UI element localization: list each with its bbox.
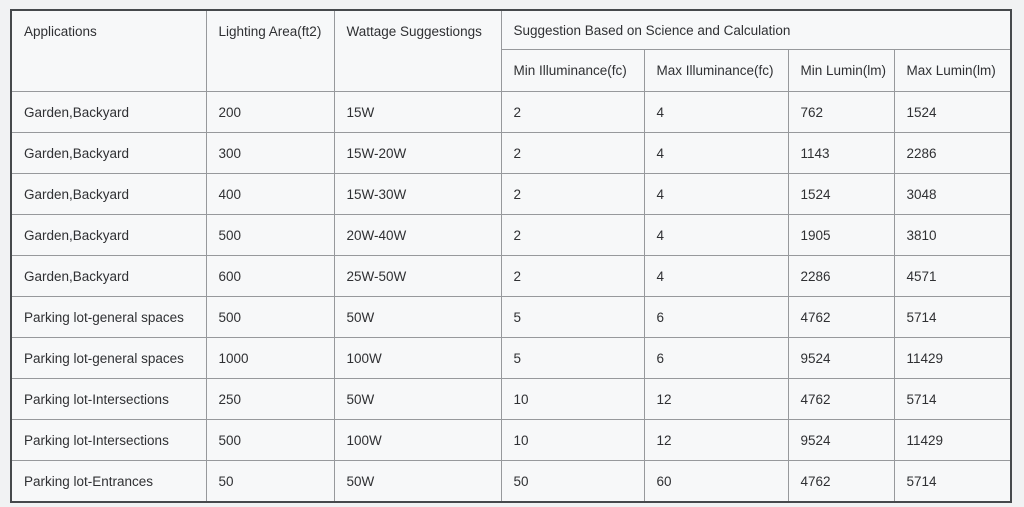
table-cell: 9524 [788, 420, 894, 461]
table-cell: 4 [644, 215, 788, 256]
table-row [11, 92, 1011, 133]
table-cell: 2 [501, 215, 644, 256]
table-cell: 400 [206, 174, 334, 215]
table-cell: 20W-40W [334, 215, 501, 256]
table-cell: 500 [206, 420, 334, 461]
table-cell: 1000 [206, 338, 334, 379]
table-cell: 1143 [788, 133, 894, 174]
table-cell: 10 [501, 379, 644, 420]
table-cell: 50W [334, 297, 501, 338]
table-cell: 600 [206, 256, 334, 297]
table-cell: Garden,Backyard [11, 215, 206, 256]
table-cell: 762 [788, 92, 894, 133]
table-cell: 50 [501, 461, 644, 503]
column-header-max-lumin: Max Lumin(lm) [894, 50, 1011, 92]
table-cell: 1524 [788, 174, 894, 215]
table-row [11, 215, 1011, 256]
table-cell: 100W [334, 338, 501, 379]
table-cell: 4 [644, 256, 788, 297]
table-cell: 4 [644, 174, 788, 215]
column-header-min-lumin: Min Lumin(lm) [788, 50, 894, 92]
table-cell: 50W [334, 379, 501, 420]
table-cell: 4 [644, 92, 788, 133]
table-cell: 500 [206, 215, 334, 256]
table-cell: 500 [206, 297, 334, 338]
table-cell: 3810 [894, 215, 1011, 256]
table-cell: 2 [501, 174, 644, 215]
table-cell: 25W-50W [334, 256, 501, 297]
table-cell: 12 [644, 420, 788, 461]
lighting-suggestion-table [10, 9, 1012, 503]
table-row [11, 133, 1011, 174]
lighting-suggestion-table-container [10, 9, 1012, 503]
table-cell: 5714 [894, 379, 1011, 420]
table-row [11, 338, 1011, 379]
table-cell: 11429 [894, 338, 1011, 379]
table-cell: 5 [501, 297, 644, 338]
table-cell: Parking lot-Intersections [11, 420, 206, 461]
table-cell: 2286 [788, 256, 894, 297]
table-cell: 1905 [788, 215, 894, 256]
column-header-max-illuminance: Max Illuminance(fc) [644, 50, 788, 92]
table-cell: 4 [644, 133, 788, 174]
table-cell: 2 [501, 256, 644, 297]
table-body [11, 92, 1011, 503]
table-cell: 6 [644, 297, 788, 338]
table-cell: 9524 [788, 338, 894, 379]
table-cell: 15W-20W [334, 133, 501, 174]
table-cell: 15W-30W [334, 174, 501, 215]
table-row [11, 461, 1011, 503]
table-cell: 4762 [788, 461, 894, 503]
table-row [11, 174, 1011, 215]
table-cell: 6 [644, 338, 788, 379]
table-cell: 1524 [894, 92, 1011, 133]
table-cell: 5 [501, 338, 644, 379]
table-cell: 2 [501, 133, 644, 174]
table-cell: Garden,Backyard [11, 92, 206, 133]
table-cell: Parking lot-Intersections [11, 379, 206, 420]
table-cell: Garden,Backyard [11, 174, 206, 215]
table-cell: Garden,Backyard [11, 133, 206, 174]
header-row-top [11, 10, 1011, 50]
table-cell: 50 [206, 461, 334, 503]
table-cell: 11429 [894, 420, 1011, 461]
table-cell: 10 [501, 420, 644, 461]
table-cell: 200 [206, 92, 334, 133]
table-cell: 60 [644, 461, 788, 503]
table-cell: 2 [501, 92, 644, 133]
column-group-header-suggestion: Suggestion Based on Science and Calculation [501, 10, 1011, 50]
column-header-min-illuminance: Min Illuminance(fc) [501, 50, 644, 92]
table-row [11, 379, 1011, 420]
table-cell: 50W [334, 461, 501, 503]
table-cell: 4762 [788, 297, 894, 338]
column-header-wattage-suggestions: Wattage Suggestiongs [334, 10, 501, 92]
table-cell: Parking lot-general spaces [11, 297, 206, 338]
table-cell: Garden,Backyard [11, 256, 206, 297]
table-row [11, 420, 1011, 461]
table-cell: 300 [206, 133, 334, 174]
table-row [11, 297, 1011, 338]
table-cell: 5714 [894, 297, 1011, 338]
table-row [11, 256, 1011, 297]
column-header-applications: Applications [11, 10, 206, 92]
table-cell: 100W [334, 420, 501, 461]
table-cell: 12 [644, 379, 788, 420]
table-cell: 15W [334, 92, 501, 133]
table-cell: Parking lot-Entrances [11, 461, 206, 503]
table-cell: 4571 [894, 256, 1011, 297]
table-cell: Parking lot-general spaces [11, 338, 206, 379]
table-cell: 250 [206, 379, 334, 420]
table-header [11, 10, 1011, 92]
table-cell: 5714 [894, 461, 1011, 503]
table-cell: 2286 [894, 133, 1011, 174]
column-header-lighting-area: Lighting Area(ft2) [206, 10, 334, 92]
table-cell: 3048 [894, 174, 1011, 215]
table-cell: 4762 [788, 379, 894, 420]
